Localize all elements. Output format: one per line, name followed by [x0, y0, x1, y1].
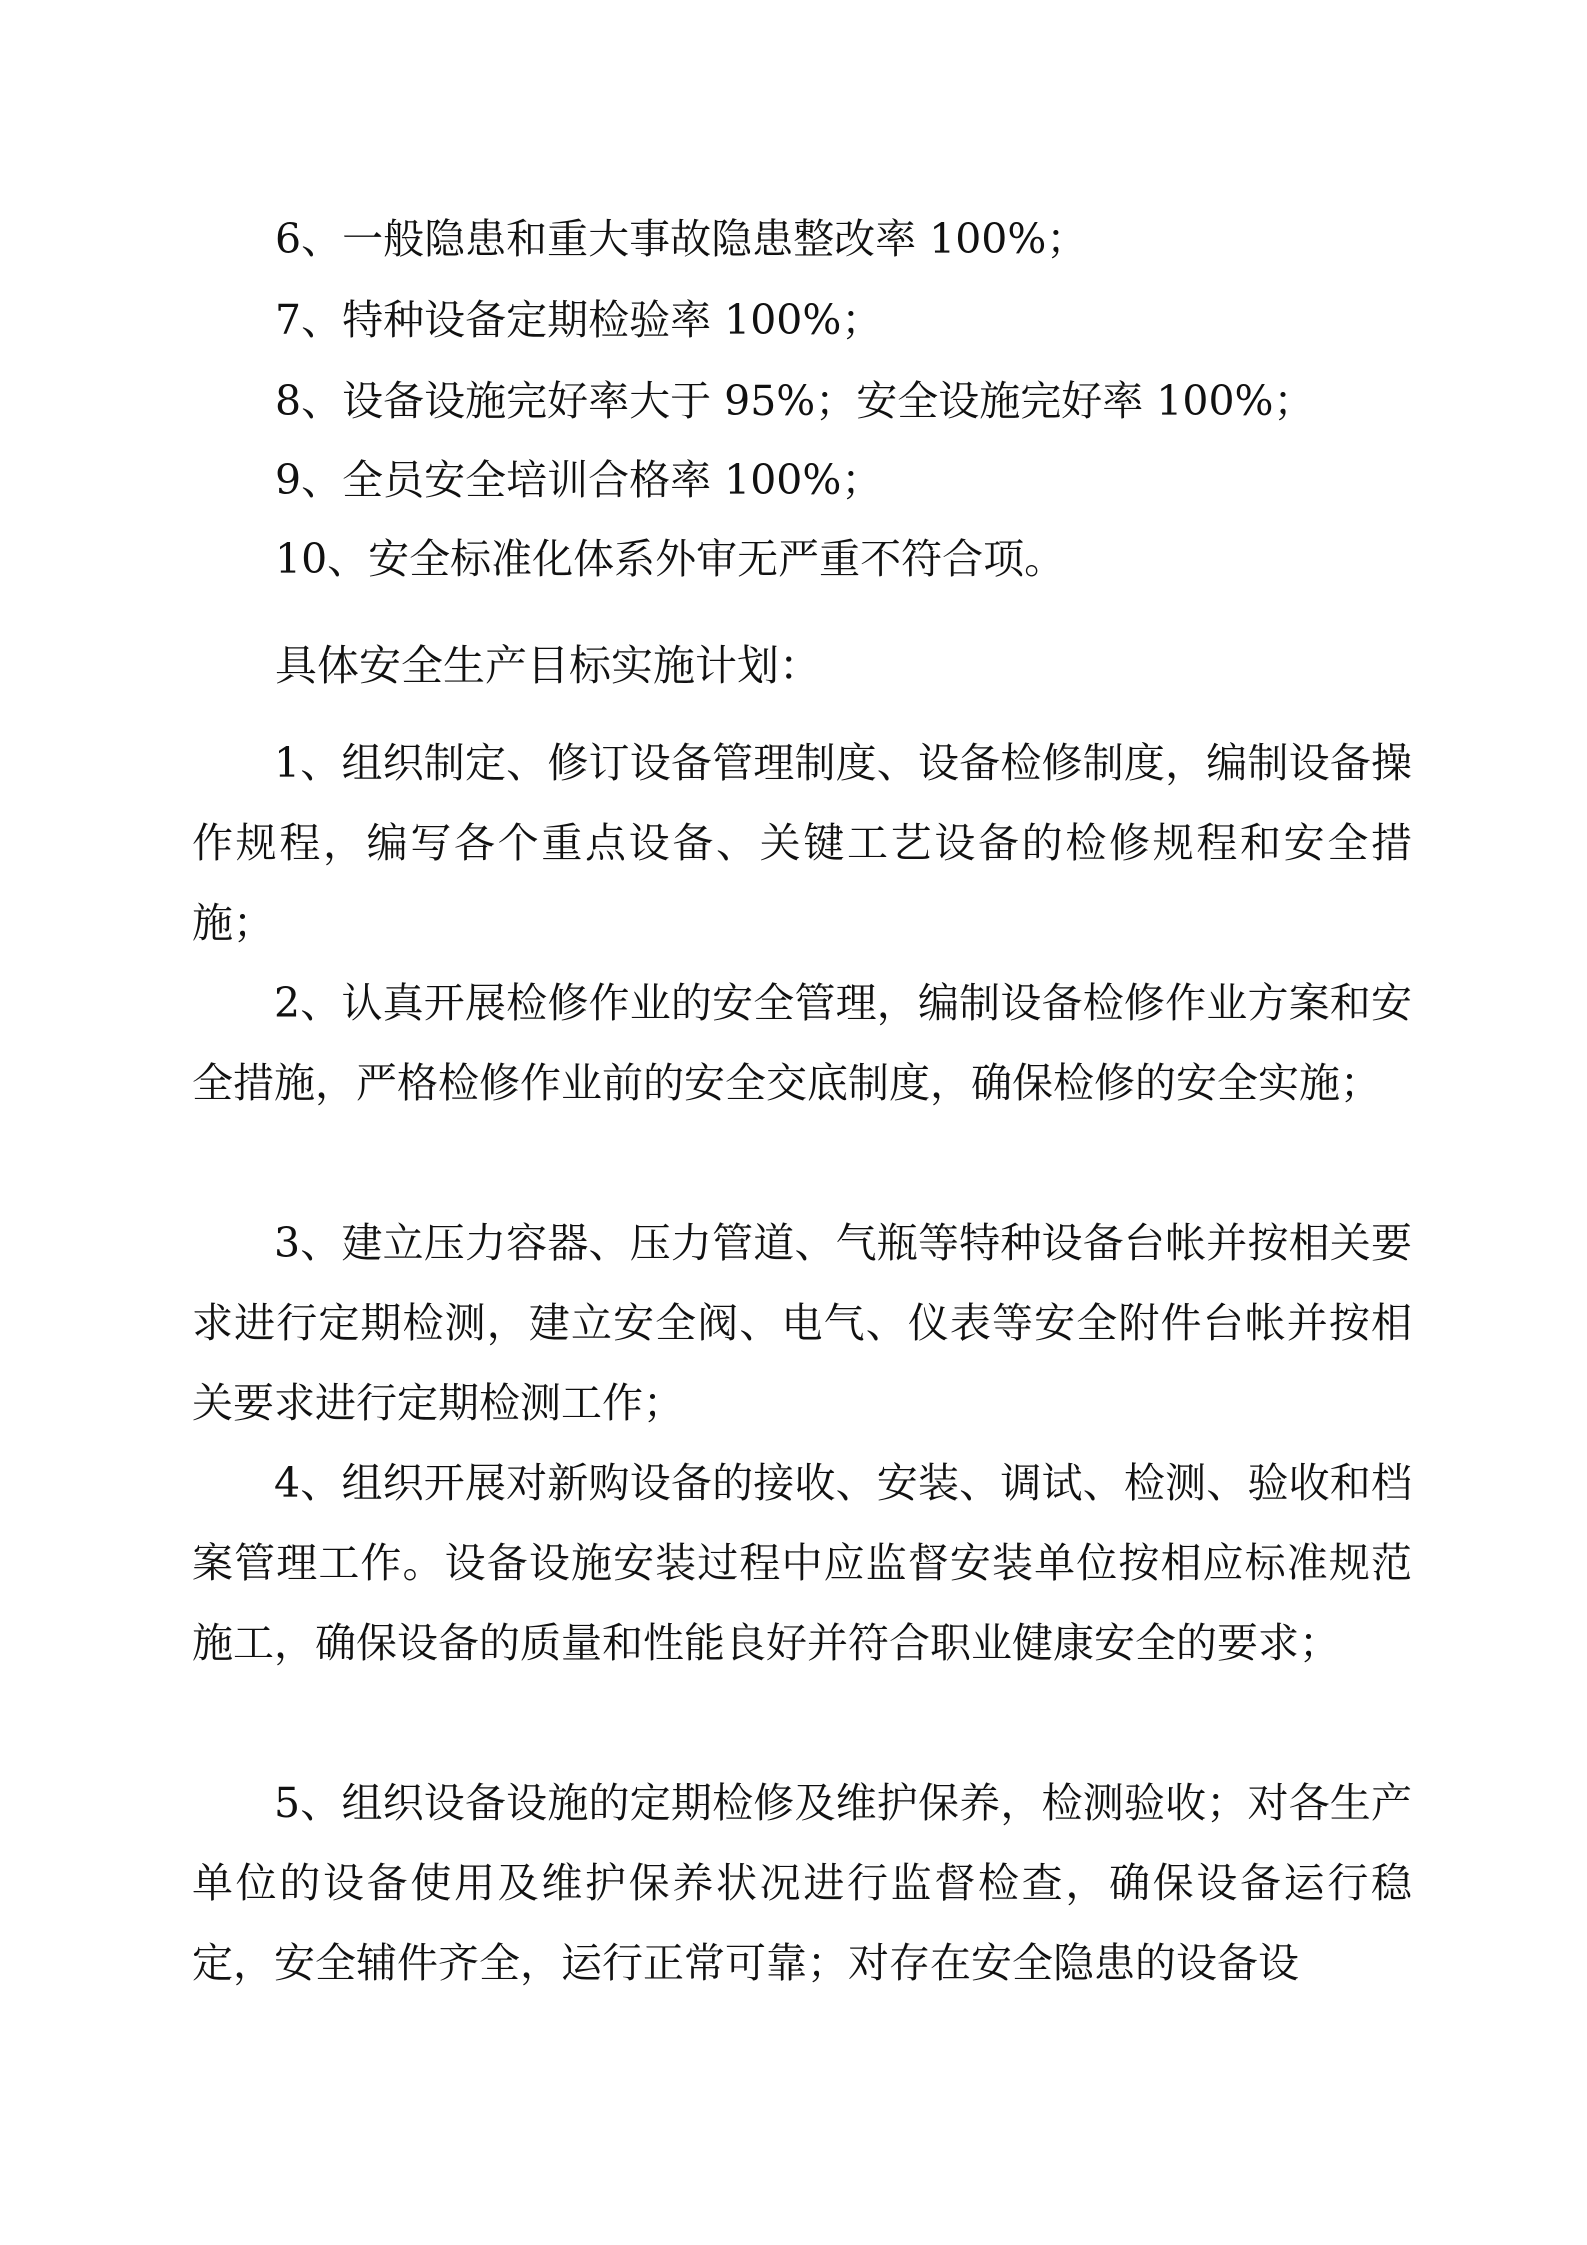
goal-item: 10、安全标准化体系外审无严重不符合项。 — [275, 535, 1066, 583]
plan-paragraph: 3、建立压力容器、压力管道、气瓶等特种设备台帐并按相关要求进行定期检测，建立安全阀、电气、仪表等安全附件台帐并按相关要求进行定期检测工作； — [192, 1219, 1412, 1427]
goal-item: 6、一般隐患和重大事故隐患整改率 100%； — [275, 215, 1088, 263]
plan-paragraph: 2、认真开展检修作业的安全管理，编制设备检修作业方案和安全措施，严格检修作业前的安全交底制度，确保检修的安全实施； — [192, 979, 1412, 1107]
plan-paragraph: 5、组织设备设施的定期检修及维护保养，检测验收；对各生产单位的设备使用及维护保养状况进行监督检查，确保设备运行稳定，安全辅件齐全，运行正常可靠；对存在安全隐患的设备设 — [192, 1779, 1412, 1987]
plan-paragraph: 1、组织制定、修订设备管理制度、设备检修制度，编制设备操作规程，编写各个重点设备、关键工艺设备的检修规程和安全措施； — [192, 739, 1412, 947]
plan-paragraph: 4、组织开展对新购设备的接收、安装、调试、检测、验收和档案管理工作。设备设施安装过程中应监督安装单位按相应标准规范施工，确保设备的质量和性能良好并符合职业健康安全的要求； — [192, 1459, 1412, 1667]
goal-item: 9、全员安全培训合格率 100%； — [275, 456, 883, 504]
goal-item: 7、特种设备定期检验率 100%； — [275, 296, 883, 344]
plan-heading: 具体安全生产目标实施计划： — [275, 641, 822, 690]
goal-item: 8、设备设施完好率大于 95%；安全设施完好率 100%； — [275, 377, 1315, 425]
